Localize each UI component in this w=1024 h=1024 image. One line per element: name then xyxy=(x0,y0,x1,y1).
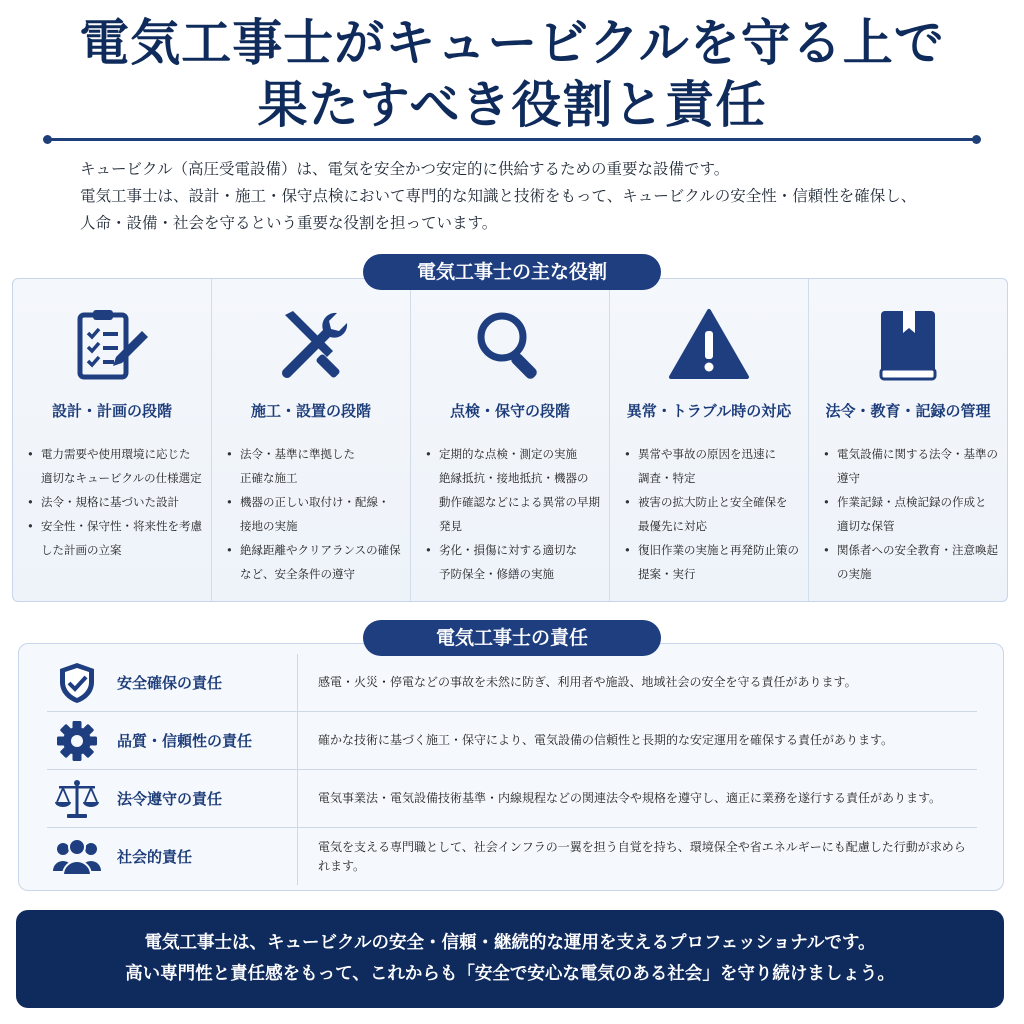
role-card-construction xyxy=(212,279,411,601)
resp-row-social xyxy=(47,828,977,885)
role-item: • 電力需要や使用環境に応じた xyxy=(27,442,203,466)
resp-label: 社会的責任 xyxy=(117,848,193,866)
resp-row-safety xyxy=(47,654,977,711)
role-item: 接地の実施 xyxy=(240,519,298,533)
role-item: 最優先に対応 xyxy=(638,519,707,533)
role-item: 遵守 xyxy=(837,471,860,485)
resp-label: 安全確保の責任 xyxy=(117,674,223,692)
role-title: 法令・教育・記録の管理 xyxy=(825,402,991,420)
closing-line: 電気工事士は、キュービクルの安全・信頼・継続的な運用を支えるプロフェッショナルです。 xyxy=(144,933,876,953)
role-item: • 関係者への安全教育・注意喚起 xyxy=(823,538,999,562)
role-item: • 定期的な点検・測定の実施 xyxy=(425,442,601,466)
book-icon xyxy=(809,305,1007,385)
role-item: 調査・特定 xyxy=(638,471,696,485)
shield-check-icon xyxy=(47,661,107,705)
scales-icon xyxy=(47,778,107,820)
resp-desc: 電気事業法・電気設備技術基準・内線規程などの関連法令や規格を遵守し、適正に業務を遂行する責任があります。 xyxy=(318,791,942,805)
tools-icon xyxy=(212,305,410,385)
title-divider xyxy=(46,138,978,141)
closing-banner xyxy=(16,910,1004,1008)
resp-desc: 感電・火災・停電などの事故を未然に防ぎ、利用者や施設、地域社会の安全を守る責任があります。 xyxy=(318,675,857,689)
page-title-line-2: 果たすべき役割と責任 xyxy=(257,76,767,134)
resp-row-quality xyxy=(47,712,977,769)
role-item: 適切なキュービクルの仕様選定 xyxy=(41,471,202,485)
role-item: • 法令・基準に準拠した xyxy=(226,442,402,466)
role-item: 絶縁抵抗・接地抵抗・機器の xyxy=(439,471,589,485)
closing-line: 高い専門性と責任感をもって、これからも「安全で安心な電気のある社会」を守り続けましょう。 xyxy=(125,964,895,984)
people-icon xyxy=(47,837,107,877)
intro-line: 人命・設備・社会を守るという重要な役割を担っています。 xyxy=(80,214,498,232)
intro-line: 電気工事士は、設計・施工・保守点検において専門的な知識と技術をもって、キュービクルの安全性・信頼性を確保し、 xyxy=(80,187,917,205)
role-title: 設計・計画の段階 xyxy=(51,402,172,420)
role-list xyxy=(226,442,402,586)
role-list xyxy=(425,442,601,586)
role-title: 施工・設置の段階 xyxy=(250,402,371,420)
role-item: 予防保全・修繕の実施 xyxy=(439,567,554,581)
role-card-inspection xyxy=(411,279,610,601)
role-item: • 復旧作業の実施と再発防止策の xyxy=(624,538,800,562)
resp-desc: 確かな技術に基づく施工・保守により、電気設備の信頼性と長期的な安定運用を確保する責任があります。 xyxy=(318,733,894,747)
role-title: 異常・トラブル時の対応 xyxy=(626,402,792,420)
resp-desc: 電気を支える専門職として、社会インフラの一翼を担う自覚を持ち、環境保全や省エネルギーにも配慮した行動が求められます。 xyxy=(318,839,966,873)
role-title: 点検・保守の段階 xyxy=(449,402,570,420)
resp-label: 品質・信頼性の責任 xyxy=(117,732,253,750)
gear-icon xyxy=(47,720,107,762)
role-item: 動作確認などによる異常の早期 xyxy=(439,495,600,509)
responsibilities-panel xyxy=(18,643,1004,891)
role-item: • 作業記録・点検記録の作成と xyxy=(823,490,999,514)
intro-line: キュービクル（高圧受電設備）は、電気を安全かつ安定的に供給するための重要な設備です。 xyxy=(80,160,730,178)
role-list xyxy=(624,442,800,586)
roles-panel xyxy=(12,278,1008,602)
role-item: など、安全条件の遵守 xyxy=(240,567,355,581)
role-item: 適切な保管 xyxy=(837,519,895,533)
resp-row-compliance xyxy=(47,770,977,827)
resp-label: 法令遵守の責任 xyxy=(117,790,223,808)
role-item: • 機器の正しい取付け・配線・ xyxy=(226,490,402,514)
page-title-line-1: 電気工事士がキュービクルを守る上で xyxy=(79,14,945,72)
intro-text xyxy=(80,156,1000,237)
role-item: • 法令・規格に基づいた設計 xyxy=(27,490,203,514)
role-item: の実施 xyxy=(837,567,872,581)
role-card-management xyxy=(809,279,1007,601)
role-list xyxy=(27,442,203,562)
responsibilities-heading: 電気工事士の責任 xyxy=(363,620,661,656)
role-card-design xyxy=(13,279,212,601)
clipboard-checklist-icon xyxy=(13,305,211,385)
role-item: • 異常や事故の原因を迅速に xyxy=(624,442,800,466)
role-item: 正確な施工 xyxy=(240,471,298,485)
role-item: • 劣化・損傷に対する適切な xyxy=(425,538,601,562)
role-item: • 被害の拡大防止と安全確保を xyxy=(624,490,800,514)
role-item: • 電気設備に関する法令・基準の xyxy=(823,442,999,466)
role-list xyxy=(823,442,999,586)
role-card-trouble xyxy=(610,279,809,601)
warning-icon xyxy=(610,305,808,385)
roles-heading: 電気工事士の主な役割 xyxy=(363,254,661,290)
role-item: した計画の立案 xyxy=(41,543,122,557)
role-item: • 絶縁距離やクリアランスの確保 xyxy=(226,538,402,562)
role-item: • 安全性・保守性・将来性を考慮 xyxy=(27,514,203,538)
magnifier-icon xyxy=(411,305,609,385)
role-item: 提案・実行 xyxy=(638,567,696,581)
role-item: 発見 xyxy=(439,519,462,533)
